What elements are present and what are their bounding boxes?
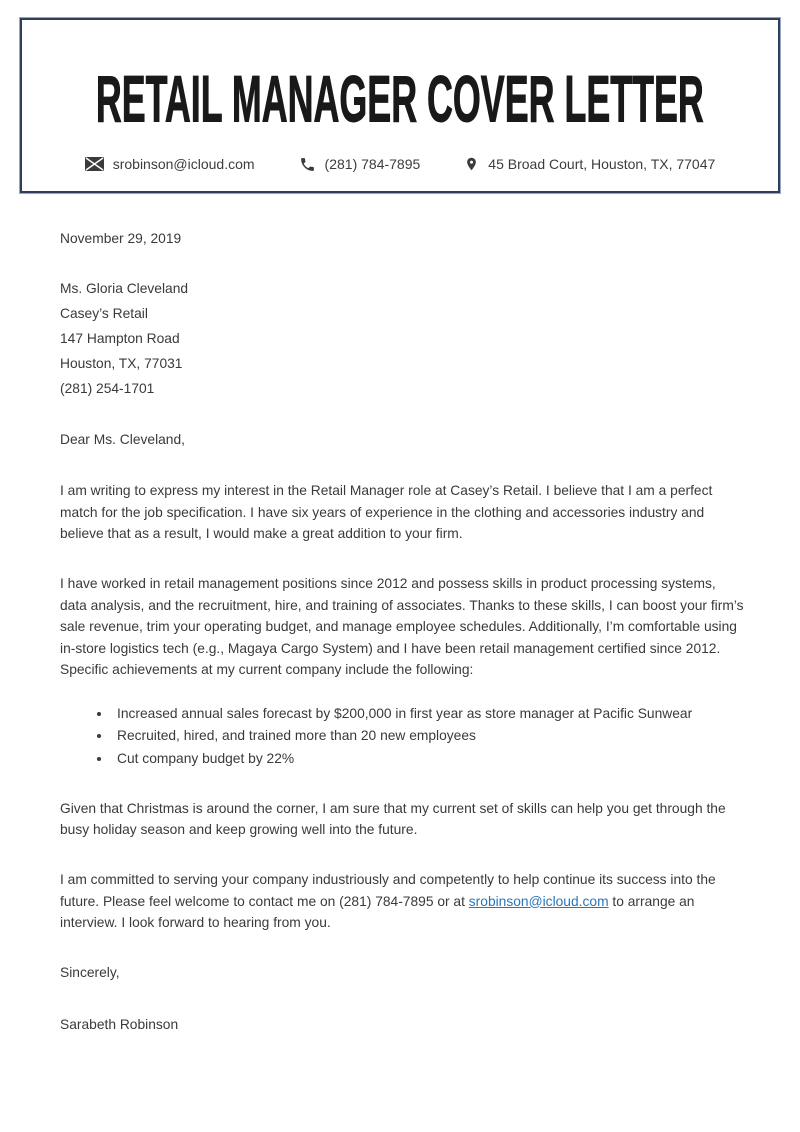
recipient-block [60, 276, 744, 401]
envelope-icon [85, 157, 104, 171]
recipient-name: Ms. Gloria Cleveland [60, 280, 189, 296]
recipient-city: Houston, TX, 77031 [60, 355, 183, 371]
contact-address [464, 154, 715, 174]
email-link[interactable]: srobinson@icloud.com [468, 893, 609, 909]
recipient-phone: (281) 254-1701 [60, 380, 155, 396]
contact-address-text: 45 Broad Court, Houston, TX, 77047 [488, 156, 716, 172]
list-item: • Increased annual sales forecast by $200,000 in first year as store manager at Pacific Sunwear [112, 703, 744, 725]
title-wrap [22, 61, 778, 137]
page-title: RETAIL MANAGER COVER LETTER [96, 61, 704, 137]
contact-email-text: srobinson@icloud.com [112, 156, 255, 172]
paragraph-intro: I am writing to express my interest in the Retail Manager role at Casey’s Retail. I believe that I am a perfect match for the job specification. I have six years of experience in the clothing and accessories industry and believe that as a result, I would make a great addition to your firm. [60, 483, 713, 542]
closing-text-before-link: I am committed to serving your company industriously and competently to help continue its success into the future. Please feel welcome to contact me on (281) 784-7895 or at [60, 872, 716, 909]
paragraph-christmas: Given that Christmas is around the corner, I am sure that my current set of skills can help you get through the busy holiday season and keep growing well into the future. [60, 800, 726, 838]
closing-text-after-link: to arrange an interview. I look forward to hearing from you. [60, 893, 695, 931]
paragraph-closing [60, 869, 744, 934]
list-item: • Recruited, hired, and trained more than 20 new employees [112, 725, 744, 747]
recipient-street: 147 Hampton Road [60, 330, 180, 346]
contact-phone [299, 156, 421, 173]
letter-date: November 29, 2019 [60, 231, 182, 246]
salutation: Dear Ms. Cleveland, [60, 431, 185, 447]
header-box [20, 18, 780, 193]
signoff: Sincerely, [60, 964, 120, 980]
paragraph-experience: I have worked in retail management positions since 2012 and possess skills in product processing systems, data analysis, and the recruitment, hire, and training of associates. Thanks to these skills, I can boost your firm’s sale revenue, trim your operating budget, and manage employee schedules. Additionally, I’m comfortable using in-store logistics tech (e.g., Magaya Cargo System) and I have been retail management certified since 2012. Specific achievements at my current company include the following: [60, 575, 744, 678]
contact-phone-text: (281) 784-7895 [324, 156, 421, 172]
signature-name: Sarabeth Robinson [60, 1017, 179, 1033]
contact-row [22, 154, 778, 174]
list-item: • Cut company budget by 22% [112, 748, 744, 770]
letter-body [60, 196, 744, 1036]
recipient-company: Casey’s Retail [60, 305, 148, 321]
location-pin-icon [464, 154, 479, 174]
achievements-list [60, 703, 744, 770]
contact-email [85, 156, 255, 172]
phone-icon [299, 156, 316, 173]
